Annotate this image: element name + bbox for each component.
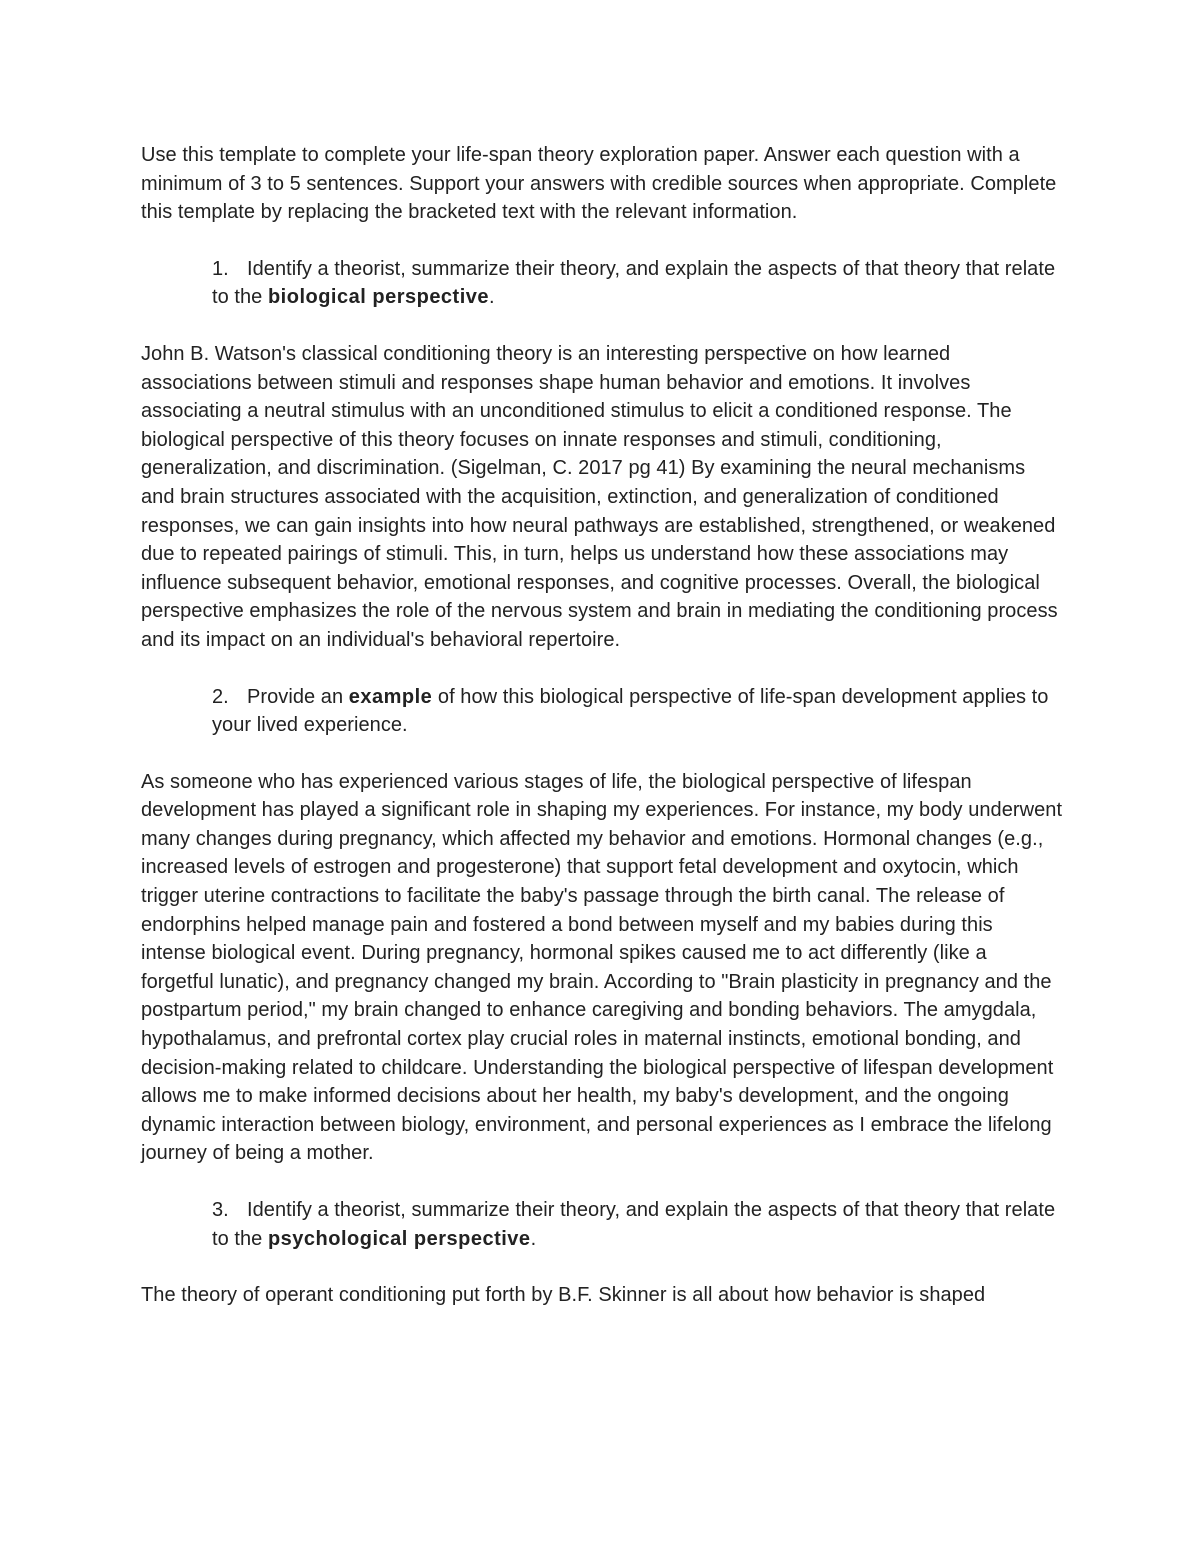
question-number: 3. [212,1199,229,1221]
question-text [212,683,1063,740]
question-text-after: . [489,286,495,309]
question-text [212,1196,1063,1253]
answer-paragraph-1: John B. Watson's classical conditioning theory is an interesting perspective on how learned associations between stimuli and responses shape human behavior and emotions. It involves associating a neutral stimulus with an unconditioned stimulus to elicit a conditioned response. The biological perspective of this theory focuses on innate responses and stimuli, conditioning, generalization, and discrimination. (Sigelman, C. 2017 pg 41) By examining the neural mechanisms and brain structures associated with the acquisition, extinction, and generalization of conditioned responses, we can gain insights into how neural pathways are established, strengthened, or weakened due to repeated pairings of stimuli. This, in turn, helps us understand how these associations may influence subsequent behavior, emotional responses, and cognitive processes. Overall, the biological perspective emphasizes the role of the nervous system and brain in mediating the conditioning process and its impact on an individual's behavioral repertoire. [141,342,1058,651]
question-2 [141,683,1063,740]
question-text-after: of how this biological perspective of life-span development applies to your lived experience. [212,685,1049,737]
question-text-before: Provide an [247,685,349,708]
question-bold-term: psychological perspective [267,1227,531,1250]
question-number: 1. [212,257,229,280]
question-1 [141,255,1063,312]
question-text-after: . [530,1227,537,1250]
question-text-before: Identify a theorist, summarize their theory, and explain the aspects of that theory that relate to the [212,257,1056,309]
question-3 [141,1196,1063,1253]
question-bold-term: biological perspective [267,286,490,309]
document-body [141,141,1063,1338]
question-bold-term: example [348,685,433,708]
answer-paragraph-2: As someone who has experienced various stages of life, the biological perspective of lifespan development has played a significant role in shaping my experiences. For instance, my body underwent many changes during pregnancy, which affected my behavior and emotions. Hormonal changes (e.g., increased levels of estrogen and progesterone) that support fetal development and oxytocin, which trigger uterine contractions to facilitate the baby's passage through the birth canal. The release of endorphins helped manage pain and fostered a bond between myself and my babies during this intense biological event. During pregnancy, hormonal spikes caused me to act differently (like a forgetful lunatic), and pregnancy changed my brain. According to "Brain plasticity in pregnancy and the postpartum period," my brain changed to enhance caregiving and bonding behaviors. The amygdala, hypothalamus, and prefrontal cortex play crucial roles in maternal instincts, emotional bonding, and decision-making related to childcare. Understanding the biological perspective of lifespan development allows me to make informed decisions about her health, my baby's development, and the ongoing dynamic interaction between biology, environment, and personal experiences as I embrace the lifelong journey of being a mother. [141,770,1063,1165]
question-text [212,255,1063,312]
question-text-before: Identify a theorist, summarize their theory, and explain the aspects of that theory that relate to the [212,1199,1056,1250]
intro-paragraph: Use this template to complete your life-span theory exploration paper. Answer each question with a minimum of 3 to 5 sentences. Support your answers with credible sources when appropriate. Complete this template by replacing the bracketed text with the relevant information. [141,144,1057,224]
answer-paragraph-3: The theory of operant conditioning put forth by B.F. Skinner is all about how behavior is shaped [141,1284,986,1307]
question-number: 2. [212,685,229,708]
